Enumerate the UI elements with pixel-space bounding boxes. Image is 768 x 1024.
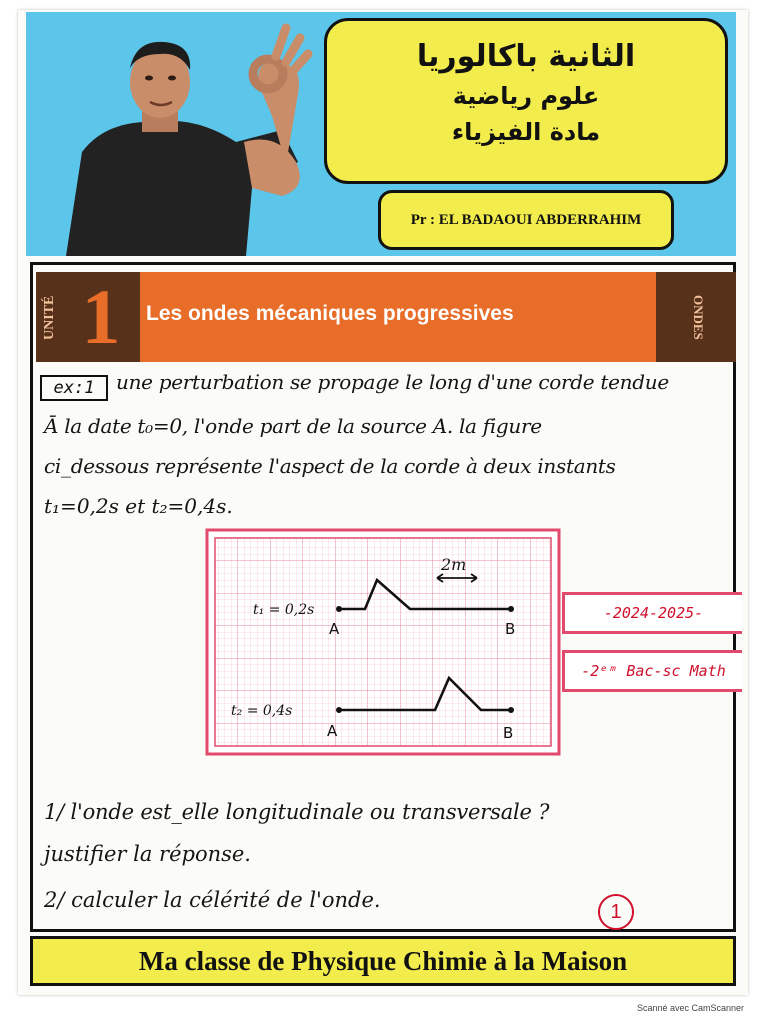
footer-banner: Ma classe de Physique Chimie à la Maison (30, 936, 736, 986)
unit-side-label: ONDES (691, 294, 706, 340)
point-b-1: B (505, 620, 516, 638)
subject-title: مادة الفيزياء (451, 118, 601, 146)
page-number: 1 (598, 894, 634, 930)
exercise-line-2: Ā la date t₀=0, l'onde part de la source A. la figure (44, 414, 542, 438)
level-title: الثانية باكالوريا (416, 39, 636, 74)
professor-box: Pr : EL BADAOUI ABDERRAHIM (378, 190, 674, 250)
track-title: علوم رياضية (452, 82, 600, 110)
exercise-label: ex:1 (40, 375, 108, 401)
scanner-watermark: Scanné avec CamScanner (636, 1003, 744, 1013)
point-b-2: B (503, 724, 514, 742)
course-title-box (324, 18, 728, 184)
time-label-2: t₂ = 0,4s (231, 703, 293, 719)
question-1: 1/ l'onde est_elle longitudinale ou transversale ? (44, 800, 550, 824)
exercise-line-3: ci_dessous représente l'aspect de la corde à deux instants (44, 454, 616, 478)
teacher-portrait (46, 12, 316, 256)
time-label-1: t₁ = 0,2s (253, 602, 315, 618)
unit-title: Les ondes mécaniques progressives (146, 302, 514, 325)
rope-figure (205, 528, 561, 756)
question-2: 2/ calculer la célérité de l'onde. (44, 888, 381, 912)
point-a-2: A (327, 722, 338, 740)
unit-number: 1 (81, 273, 121, 360)
unit-word: UNITÉ (42, 295, 57, 341)
scale-label: 2m (441, 555, 467, 574)
class-level-tag: -2ᵉᵐ Bac-sc Math (562, 650, 742, 692)
question-1-justify: justifier la réponse. (44, 842, 251, 866)
point-a-1: A (329, 620, 340, 638)
unit-badge (36, 272, 140, 362)
exercise-line-4: t₁=0,2s et t₂=0,4s. (44, 494, 233, 518)
unit-side-tab (656, 272, 736, 362)
header-banner (26, 12, 736, 256)
exercise-line-1: une perturbation se propage le long d'une corde tendue (116, 370, 669, 394)
unit-banner (36, 272, 736, 362)
school-year-tag: -2024-2025- (562, 592, 742, 634)
